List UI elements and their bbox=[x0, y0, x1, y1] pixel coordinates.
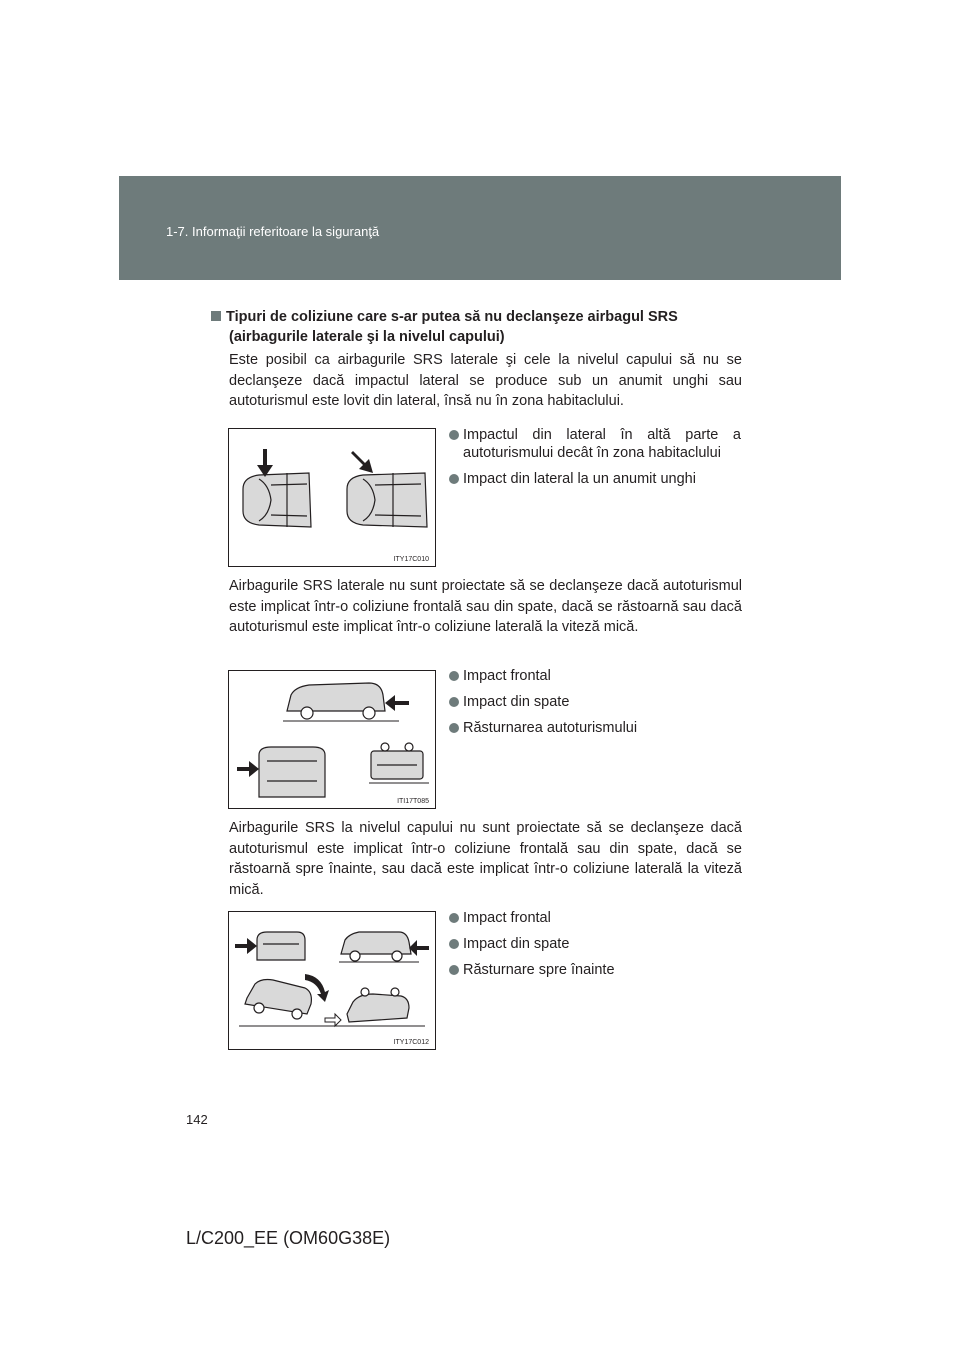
bullet-dot-icon bbox=[449, 723, 459, 733]
side-impact-illustration bbox=[229, 429, 435, 566]
bullet-dot-icon bbox=[449, 697, 459, 707]
bullet-list-2 bbox=[449, 667, 741, 745]
bullet-dot-icon bbox=[449, 671, 459, 681]
heading-line-2: (airbagurile laterale şi la nivelul capului) bbox=[229, 329, 505, 345]
paragraph-1: Este posibil ca airbagurile SRS laterale şi cele la nivelul capului să nu se declanşeze dacă impactul lateral se produce sub un anumit unghi sau autoturismul este lovit din lateral, însă nu în zona habitaclului. bbox=[229, 352, 742, 409]
car-side-view-icon bbox=[287, 683, 385, 719]
arrow-left-icon bbox=[409, 940, 429, 956]
page-number: 142 bbox=[186, 1112, 208, 1127]
figure-code: ITI17T085 bbox=[397, 798, 429, 805]
list-item: Răsturnarea autoturismului bbox=[449, 719, 741, 737]
figure-code: ITY17C012 bbox=[393, 1039, 429, 1046]
list-item: Impact din spate bbox=[449, 935, 741, 953]
heading-line-1: Tipuri de coliziune care s-ar putea să nu declanşeze airbagul SRS bbox=[226, 309, 678, 325]
figure-code: ITY17C010 bbox=[393, 556, 429, 563]
document-code: L/C200_EE (OM60G38E) bbox=[186, 1228, 391, 1248]
figure-side-impact bbox=[228, 428, 436, 567]
bullet-list-3 bbox=[449, 909, 741, 987]
paragraph-3: Airbagurile SRS la nivelul capului nu sunt proiectate să se declanşeze dacă autoturismul este implicat într-o coliziune frontală sau din spate, dacă se răstoarnă spre înainte, sau dacă este implicat într-o coliziune laterală la viteză mică. bbox=[229, 820, 742, 898]
outline-arrow-icon bbox=[325, 1014, 341, 1026]
bullet-dot-icon bbox=[449, 474, 459, 484]
bullet-dot-icon bbox=[449, 939, 459, 949]
bullet-dot-icon bbox=[449, 965, 459, 975]
list-item: Impact din spate bbox=[449, 693, 741, 711]
bullet-dot-icon bbox=[449, 430, 459, 440]
arrow-diagonal-icon bbox=[351, 451, 373, 473]
bullet-list-1 bbox=[449, 426, 741, 496]
list-item: Impact frontal bbox=[449, 909, 741, 927]
paragraph-2: Airbagurile SRS laterale nu sunt proiectate să se declanşeze dacă autoturismul este implicat într-o coliziune frontală sau din spate, dacă se răstoarnă sau dacă autoturismul este implicat într-o coliziune laterală la viteză mică. bbox=[229, 578, 742, 635]
car-top-view-2-icon bbox=[347, 473, 427, 527]
car-top-view-1-icon bbox=[243, 473, 311, 527]
square-bullet-icon bbox=[211, 311, 221, 321]
list-item: Impact din lateral la un anumit unghi bbox=[449, 470, 741, 488]
list-item: Impact frontal bbox=[449, 667, 741, 685]
arrow-right-icon bbox=[237, 761, 259, 777]
section-title: 1-7. Informaţii referitoare la siguranţă bbox=[166, 224, 380, 239]
list-item: Impactul din lateral în altă parte a autoturismului decât în zona habitaclului bbox=[449, 426, 741, 462]
car-top-view-icon bbox=[257, 932, 305, 960]
car-tilting-icon bbox=[245, 980, 311, 1020]
list-item: Răsturnare spre înainte bbox=[449, 961, 741, 979]
section-heading bbox=[211, 307, 751, 347]
arrow-down-icon bbox=[257, 449, 273, 477]
bullet-dot-icon bbox=[449, 913, 459, 923]
frontal-rear-forward-roll-illustration bbox=[229, 912, 435, 1049]
figure-frontal-rear-forward-roll bbox=[228, 911, 436, 1050]
car-side-view-icon bbox=[341, 932, 411, 961]
frontal-rear-rollover-illustration bbox=[229, 671, 435, 808]
figure-frontal-rear-rollover bbox=[228, 670, 436, 809]
car-rollover-icon bbox=[371, 743, 423, 779]
car-flipped-icon bbox=[347, 988, 409, 1022]
arrow-right-icon bbox=[235, 938, 257, 954]
arrow-left-icon bbox=[385, 695, 409, 711]
car-top-view-icon bbox=[259, 747, 325, 797]
